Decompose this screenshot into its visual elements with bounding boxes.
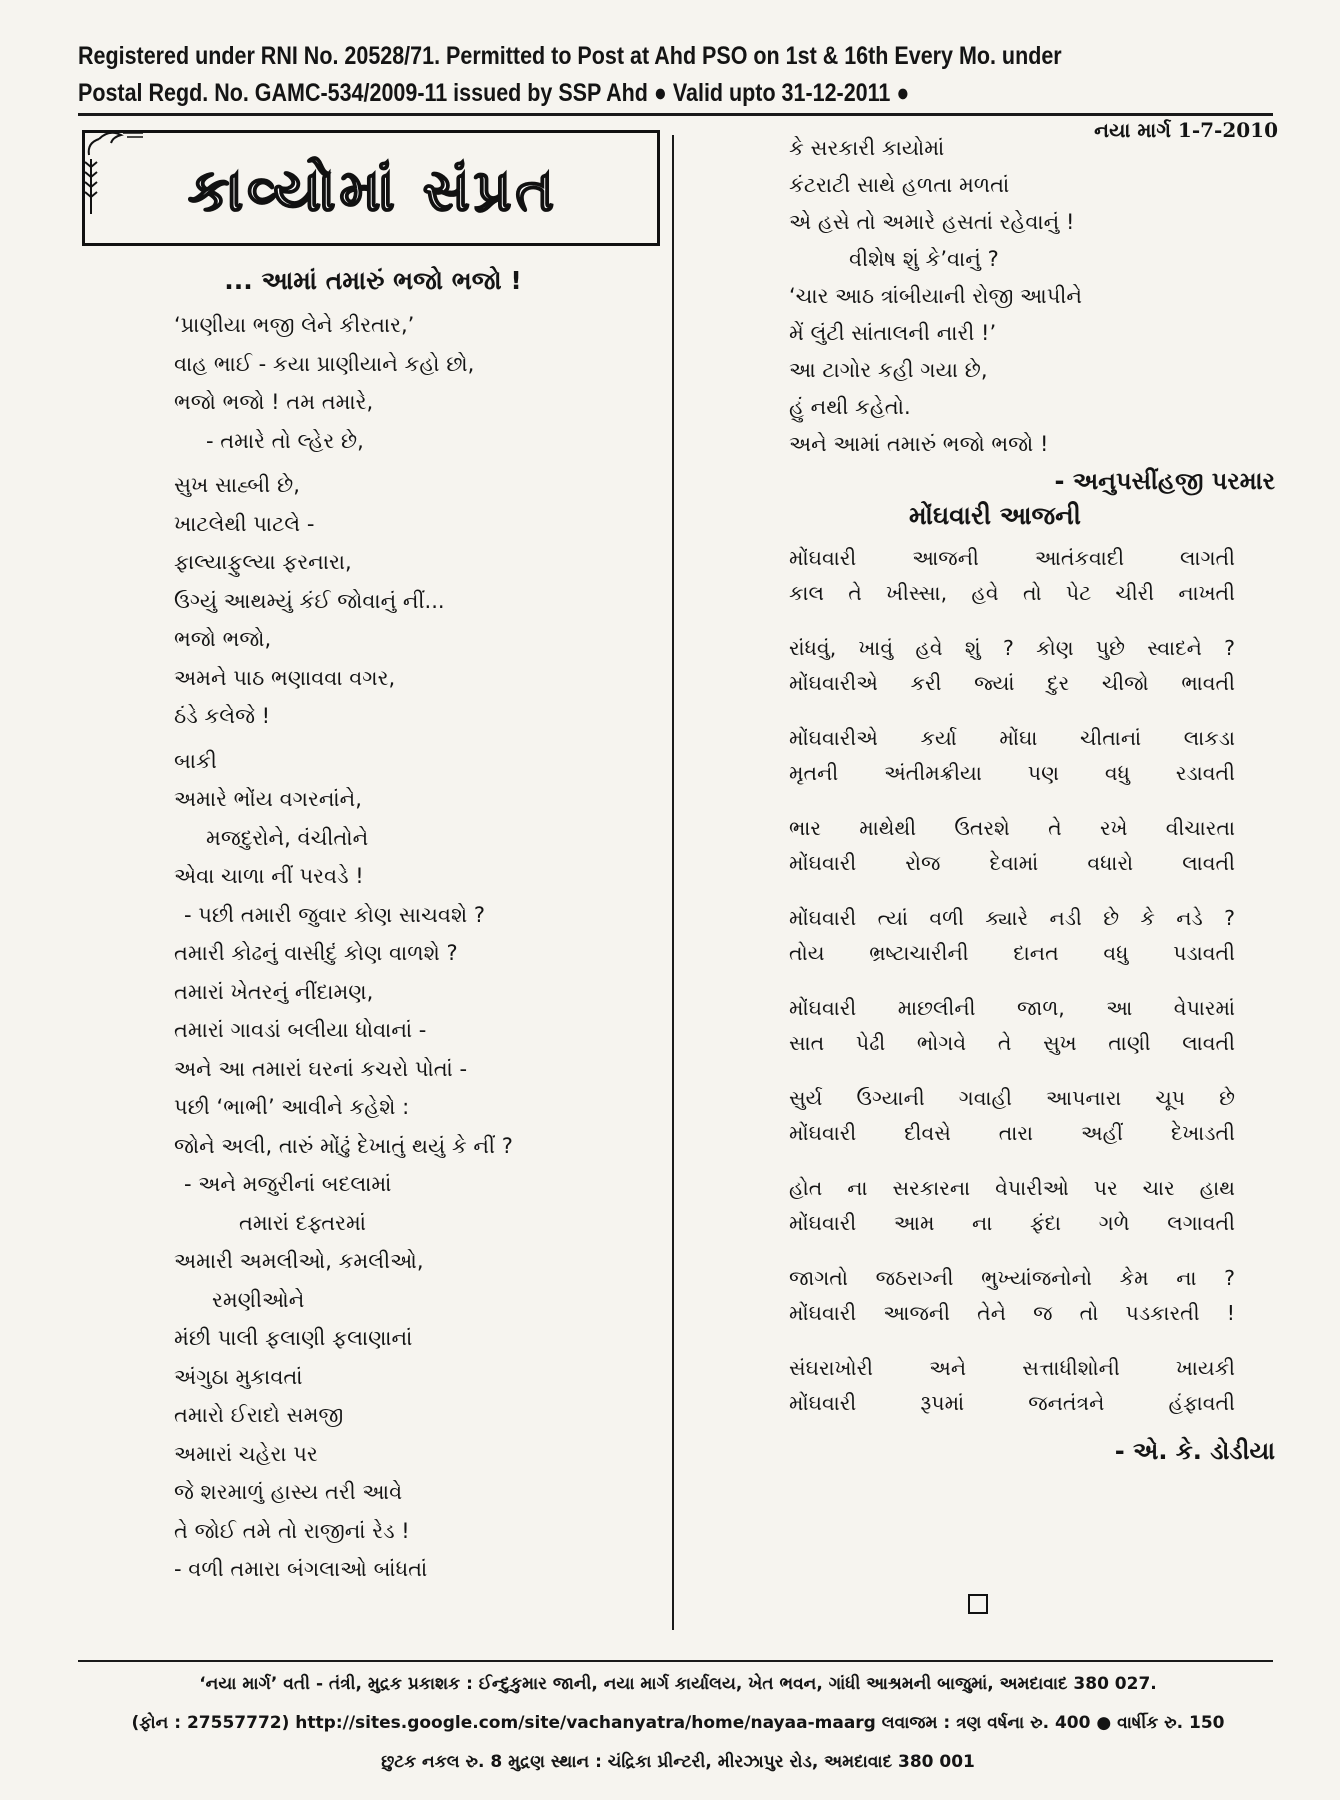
poem-line: જે શરમાળું હાસ્ય તરી આવે bbox=[174, 1480, 403, 1504]
poem-line: આ ટાગોર કહી ગયા છે, bbox=[789, 358, 988, 382]
banner-title: કાવ્યોમાં સંપ્રત bbox=[188, 156, 558, 224]
poem-line: ઉગ્યું આથમ્યું કંઈ જોવાનું નીં... bbox=[174, 588, 445, 613]
poem-line: વાહ ભાઈ - કયા પ્રાણીયાને કહો છો, bbox=[174, 351, 475, 376]
footer-rule bbox=[78, 1660, 1273, 1662]
poem-line: કે સરકારી કાયોમાં bbox=[789, 136, 945, 160]
poem-line: વીશેષ શું કે’વાનું ? bbox=[849, 247, 999, 271]
couplet-line: સુર્ય ઉગ્યાની ગવાહી આપનારા ચૂપ છે bbox=[789, 1086, 1235, 1110]
poem-line: - અને મજુરીનાં બદલામાં bbox=[184, 1172, 392, 1196]
couplet-line: મોંઘવારી માછલીની જાળ, આ વેપારમાં bbox=[789, 996, 1235, 1020]
imprint-printer: છુટક નકલ રુ. 8 મુદ્રણ સ્થાન : ચંદ્રિકા પ્રીન્ટરી, મીરઝાપુર રોડ, અમદાવાદ 380 001 bbox=[381, 1752, 975, 1772]
couplet bbox=[789, 1081, 1235, 1151]
poem-line: એ હસે તો અમારે હસતાં રહેવાનું ! bbox=[789, 210, 1075, 234]
poem-line: ઠંડે કલેજે ! bbox=[174, 704, 271, 728]
poem-line: તમારાં દફ્તરમાં bbox=[239, 1210, 367, 1235]
couplet-line: તોય ભ્રષ્ટાચારીની દાનત વધુ પડાવતી bbox=[789, 941, 1235, 965]
second-poem-body bbox=[715, 541, 1275, 1421]
poem-line: ખાટલેથી પાટલે - bbox=[174, 511, 315, 536]
column-banner bbox=[82, 130, 660, 246]
poem-line: અમને પાઠ ભણાવવા વગર, bbox=[174, 665, 396, 690]
couplet-line: મોંઘવારીએ કરી જ્યાં દુર ચીજો ભાવતી bbox=[789, 671, 1235, 695]
poem-line: મેં લુંટી સાંતાલની નારી !’ bbox=[789, 321, 997, 345]
couplet-line: કાલ તે ખીસ્સા, હવે તો પેટ ચીરી નાખતી bbox=[789, 581, 1235, 605]
poem-line: કંટરાટી સાથે હળતા મળતાં bbox=[789, 173, 1010, 197]
poem-line: - વળી તમારા બંગલાઓ બાંધતાં bbox=[174, 1557, 428, 1581]
poem-line: તે જોઈ તમે તો રાજીનાં રેડ ! bbox=[174, 1518, 410, 1543]
poem-line: ભજો ભજો ! તમ તમારે, bbox=[174, 390, 374, 414]
imprint-publisher: ‘નયા માર્ગ’ વતી - તંત્રી, મુદ્રક પ્રકાશક : ઈન્દુકુમાર જાની, નયા માર્ગ કાર્યાલય, ખેત ભવન, ગાંધી આશ્રમની બાજુમાં, અમદાવાદ 380 027. bbox=[199, 1674, 1157, 1694]
couplet-line: મૃતની અંતીમક્રીયા પણ વધુ રડાવતી bbox=[789, 761, 1235, 785]
poem-line: ભજો ભજો, bbox=[174, 627, 272, 651]
couplet-line: રાંધવું, ખાવું હવે શું ? કોણ પુછે સ્વાદને ? bbox=[789, 636, 1235, 660]
poem-line: પછી ‘ભાભી’ આવીને કહેશે : bbox=[174, 1095, 410, 1119]
couplet-line: મોંઘવારી દીવસે તારા અહીં દેખાડતી bbox=[789, 1121, 1235, 1145]
issue-date: નયા માર્ગ 1-7-2010 bbox=[1094, 118, 1278, 142]
couplet-line: જાગતો જઠરાગ્ની ભુખ્યાંજનોનો કેમ ના ? bbox=[789, 1266, 1235, 1290]
couplet bbox=[789, 631, 1235, 701]
masthead bbox=[78, 38, 1278, 142]
poem-author: - અનુપસીંહજી પરમાર bbox=[1054, 467, 1275, 495]
couplet-line: મોંઘવારી આમ ના ફંદા ગળે લગાવતી bbox=[789, 1211, 1235, 1235]
imprint bbox=[78, 1665, 1278, 1782]
couplet-line: ભાર માથેથી ઉતરશે તે રખે વીચારતા bbox=[789, 816, 1235, 840]
postal-line: Postal Regd. No. GAMC-534/2009-11 issued by SSP Ahd ● Valid upto 31-12-2011 ● bbox=[78, 79, 910, 107]
poem-line: જોને અલી, તારું મોંઢું દેખાતું થયું કે નીં ? bbox=[174, 1133, 513, 1158]
column-divider bbox=[672, 135, 674, 1630]
poem-line: અમારે ભોંય વગરનાંને, bbox=[174, 787, 362, 811]
couplet bbox=[789, 721, 1235, 791]
couplet-line: મોંઘવારીએ કર્યા મોંઘા ચીતાનાં લાકડા bbox=[789, 726, 1235, 750]
poem-line: એવા ચાળા નીં પરવડે ! bbox=[174, 864, 364, 888]
poem-line: અંગુઠા મુકાવતાં bbox=[174, 1364, 303, 1389]
poem-line: રમણીઓને bbox=[212, 1287, 305, 1312]
couplet bbox=[789, 1261, 1235, 1331]
couplet bbox=[789, 541, 1235, 611]
poem-line: મજદુરોને, વંચીતોને bbox=[206, 825, 369, 850]
couplet bbox=[789, 1171, 1235, 1241]
end-mark-icon bbox=[968, 1594, 988, 1614]
poem-line: અને આ તમારાં ઘરનાં કચરો પોતાં - bbox=[174, 1056, 468, 1081]
couplet-line: મોંઘવારી ત્યાં વળી ક્યારે નડી છે કે નડે ? bbox=[789, 906, 1235, 930]
right-column bbox=[715, 130, 1275, 1465]
imprint-contact: (ફોન : 27557772) http://sites.google.com/site/vachanyatra/home/nayaa-maarg લવાજમ : ત્રણ વર્ષના રુ. 400 ● વાર્ષીક રુ. 150 bbox=[131, 1713, 1225, 1733]
poem-left-lines bbox=[78, 306, 668, 1589]
couplet-line: મોંઘવારી આજની તેને જ તો પડકારતી ! bbox=[789, 1301, 1235, 1325]
poem-title: ... આમાં તમારું ભજો ભજો ! bbox=[224, 266, 522, 295]
poem-line: મંછી પાલી ફલાણી ફલાણાનાં bbox=[174, 1326, 413, 1350]
poem-line: તમારાં ગાવડાં બલીયા ધોવાનાં - bbox=[174, 1018, 427, 1042]
poem-line: ‘ચાર આઠ ત્રાંબીયાની રોજી આપીને bbox=[789, 284, 1083, 308]
poem-continued-lines bbox=[715, 130, 1275, 463]
couplet-line: સંઘરાખોરી અને સત્તાધીશોની ખાયકી bbox=[789, 1356, 1235, 1380]
poem-line: બાકી bbox=[174, 748, 217, 773]
couplet-line: મોંઘવારી આજની આતંકવાદી લાગતી bbox=[789, 546, 1235, 570]
couplet bbox=[789, 1351, 1235, 1421]
poem-line: અમારાં ચહેરા પર bbox=[174, 1441, 318, 1466]
poem-line: - પછી તમારી જુવાર કોણ સાચવશે ? bbox=[184, 902, 485, 927]
couplet-line: સાત પેઢી ભોગવે તે સુખ તાણી લાવતી bbox=[789, 1031, 1235, 1055]
couplet bbox=[789, 901, 1235, 971]
left-column bbox=[78, 130, 668, 1589]
header-rule bbox=[78, 113, 1273, 116]
poem-line: - તમારે તો લ્હેર છે, bbox=[206, 428, 364, 453]
poem-line: ફાલ્યાફુલ્યા ફરનારા, bbox=[174, 550, 352, 574]
poem-line: તમારાં ખેતરનું નીંદામણ, bbox=[174, 979, 374, 1004]
poem-line: અમારી અમલીઓ, કમલીઓ, bbox=[174, 1249, 424, 1273]
couplet bbox=[789, 811, 1235, 881]
poem-line: અને આમાં તમારું ભજો ભજો ! bbox=[789, 432, 1049, 456]
poem-line: તમારી કોઢનું વાસીદું કોણ વાળશે ? bbox=[174, 941, 458, 965]
couplet-line: મોંઘવારી રૂપમાં જનતંત્રને હંફાવતી bbox=[789, 1391, 1235, 1415]
poem-line: સુખ સાહ્બી છે, bbox=[174, 473, 300, 497]
poem-line: ‘પ્રાણીયા ભજી લેને કીરતાર,’ bbox=[174, 313, 415, 337]
couplet-line: હોત ના સરકારના વેપારીઓ પર ચાર હાથ bbox=[789, 1176, 1235, 1200]
second-poem-title: મોંઘવારી આજની bbox=[909, 501, 1081, 530]
couplet bbox=[789, 991, 1235, 1061]
couplet-line: મોંઘવારી રોજ દેવામાં વધારો લાવતી bbox=[789, 851, 1235, 875]
poem-line: તમારો ઈરાદો સમજી bbox=[174, 1403, 344, 1427]
poem-line: હું નથી કહેતો. bbox=[789, 395, 911, 419]
registration-line: Registered under RNI No. 20528/71. Permitted to Post at Ahd PSO on 1st & 16th Every Mo. under bbox=[78, 42, 1062, 70]
second-poem-author: - એ. કે. ડોડીયા bbox=[1114, 1437, 1275, 1465]
